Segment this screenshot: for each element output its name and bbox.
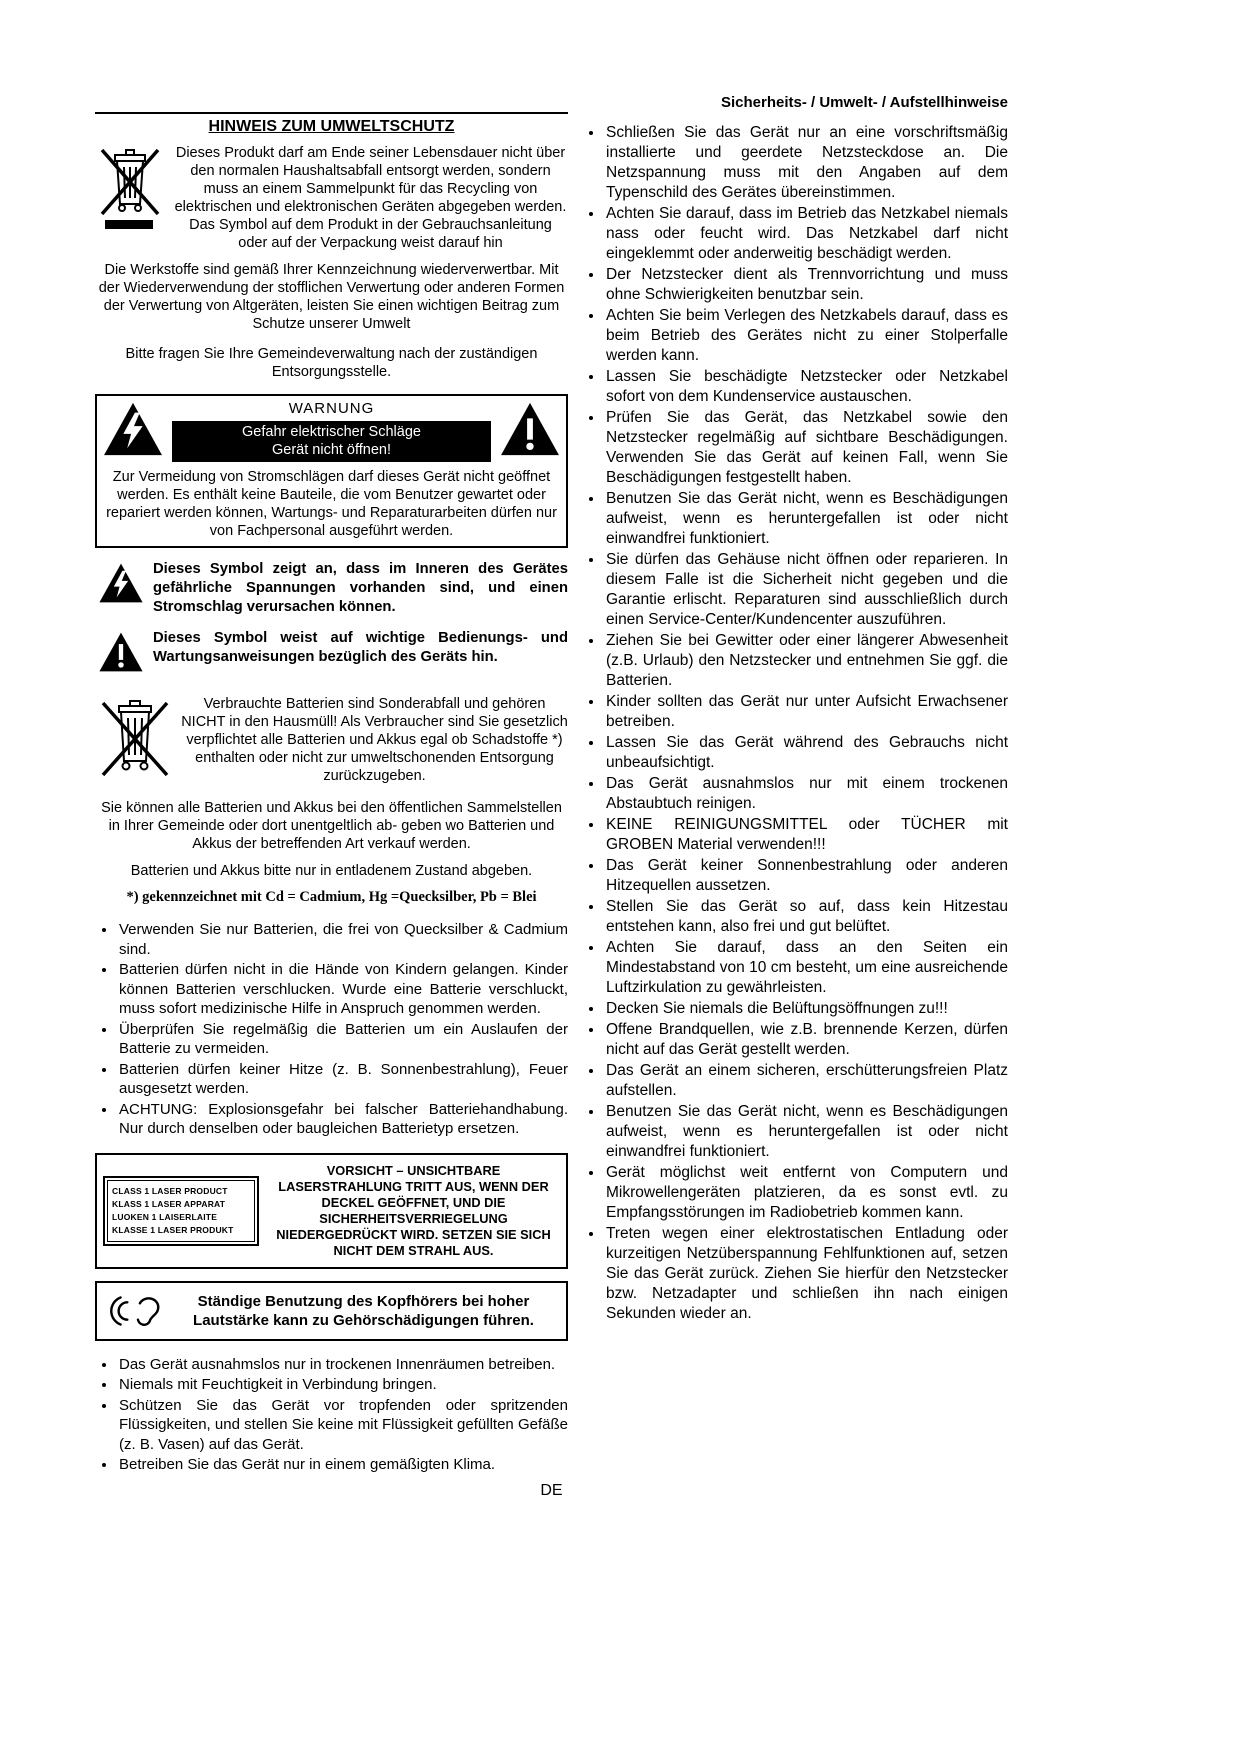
env-paragraph-1: Dieses Produkt darf am Ende seiner Lebensdauer nicht über den normalen Haushaltsabfall entsorgt werden, sondern muss an einem Sammelpunkt für das Recycling von elektrischen und elektronischen Geräten abgegeben werden. Das Symbol auf dem Produkt in der Gebrauchsanleitung oder auf der Verpackung weist darauf hin (174, 145, 567, 251)
weee-bin-icon (95, 144, 167, 243)
laser-class-label-text: CLASS 1 LASER PRODUCT KLASS 1 LASER APPARAT LUOKEN 1 LAISERLAITE KLASSE 1 LASER PRODUKT (107, 1180, 255, 1242)
list-item: • Stellen Sie das Gerät so auf, dass kein Hitzestau entstehen kann, also frei und gut belüftet. (604, 897, 1008, 937)
env-section-header (95, 112, 568, 138)
symbol-note-maintenance (95, 629, 568, 673)
ear-icon (105, 1288, 169, 1334)
safety-instructions-list (582, 123, 1008, 1324)
list-item: • Lassen Sie beschädigte Netzstecker oder Netzkabel sofort von dem Kundenservice austauschen. (604, 367, 1008, 407)
warning-bar (172, 421, 491, 462)
headphone-warning-box (95, 1281, 568, 1341)
exclamation-triangle-icon (499, 401, 561, 462)
warning-center (172, 400, 491, 462)
headphone-warning-text: Ständige Benutzung des Kopfhörers bei hoher Lautstärke kann zu Gehörschädigungen führen. (193, 1292, 534, 1329)
list-item: • Prüfen Sie das Gerät, das Netzkabel sowie den Netzstecker regelmäßig auf sichtbare Beschädigungen. Verwenden Sie das Gerät auf keinen Fall, wenn Sie Beschädigungen festgestellt haben. (604, 408, 1008, 488)
list-item: • Batterien dürfen nicht in die Hände von Kindern gelangen. Kinder können Batterien verschlucken. Wurde eine Batterie verschluckt, muss sofort medizinische Hilfe in Anspruch genommen werden. (117, 960, 568, 1019)
list-item: • Offene Brandquellen, wie z.B. brennende Kerzen, dürfen nicht auf das Gerät gestellt werden. (604, 1020, 1008, 1060)
list-item: • Niemals mit Feuchtigkeit in Verbindung bringen. (117, 1375, 568, 1395)
list-item: • Achten Sie darauf, dass im Betrieb das Netzkabel niemals nass oder feucht wird. Das Netzkabel darf nicht eingeklemmt oder anderweitig beschädigt werden. (604, 204, 1008, 264)
list-item: • Betreiben Sie das Gerät nur in einem gemäßigten Klima. (117, 1455, 568, 1475)
list-item: • Decken Sie niemals die Belüftungsöffnungen zu!!! (604, 999, 1008, 1019)
laser-caution-text: VORSICHT – UNSICHTBARE LASERSTRAHLUNG TRITT AUS, WENN DER DECKEL GEÖFFNET, UND DIE SICHERHEITSVERRIEGELUNG NIEDERGEDRÜCKT WIRD. SETZEN SIE SICH NICHT DEM STRAHL AUS. (276, 1162, 551, 1258)
placement-safety-list (95, 1355, 568, 1475)
list-item: • Das Gerät an einem sicheren, erschütterungsfreien Platz aufstellen. (604, 1061, 1008, 1101)
list-item: • Achten Sie beim Verlegen des Netzkabels darauf, dass es beim Betrieb des Gerätes nicht zu einer Stolperfalle werden kann. (604, 306, 1008, 366)
warning-header-row (102, 400, 561, 462)
list-item: • Benutzen Sie das Gerät nicht, wenn es Beschädigungen aufweist, wenn es heruntergefallen ist oder nicht einwandfrei funktioniert. (604, 489, 1008, 549)
battery-safety-list (95, 920, 568, 1139)
env-title: HINWEIS ZUM UMWELTSCHUTZ (208, 118, 455, 135)
list-item: • Schließen Sie das Gerät nur an eine vorschriftsmäßig installierte und geerdete Netzsteckdose an. Die Netzspannung muss mit den Angaben auf dem Typenschild des Gerätes übereinstimmen. (604, 123, 1008, 203)
left-column (95, 112, 568, 1476)
warning-line-1: Gefahr elektrischer Schläge (242, 424, 421, 440)
battery-paragraph-1: Verbrauchte Batterien sind Sonderabfall und gehören NICHT in den Hausmüll! Als Verbraucher sind Sie gesetzlich verpflichtet alle Batterien und Akkus egal ob Schadstoffe *) enthalten oder nicht zur umweltschonenden Entsorgung zurückzugeben. (181, 696, 568, 784)
env-paragraph-2: Die Werkstoffe sind gemäß Ihrer Kennzeichnung wiederverwertbar. Mit der Wiederverwendung der stofflichen Verwertung oder anderen Formen der Verwertung von Altgeräten, leisten Sie einen wichtigen Beitrag zum Schutze unserer Umwelt (98, 262, 565, 332)
list-item: • Benutzen Sie das Gerät nicht, wenn es Beschädigungen aufweist, wenn es heruntergefallen ist oder nicht einwandfrei funktioniert. (604, 1102, 1008, 1162)
battery-disposal-note (95, 695, 568, 790)
list-item: • Schützen Sie das Gerät vor tropfenden oder spritzenden Flüssigkeiten, und stellen Sie keine mit Flüssigkeit gefüllten Gefäße (z. B. Vasen) auf das Gerät. (117, 1396, 568, 1455)
warning-body: Zur Vermeidung von Stromschlägen darf dieses Gerät nicht geöffnet werden. Es enthält keine Bauteile, die vom Benutzer gewartet oder repariert werden können, Wartungs- und Reparaturarbeiten dürfen nur von Fachpersonal ausgeführt werden. (106, 469, 557, 539)
list-item: • ACHTUNG: Explosionsgefahr bei falscher Batteriehandhabung. Nur durch denselben oder baugleichen Batterietyp ersetzen. (117, 1100, 568, 1139)
laser-class-label (103, 1176, 259, 1246)
symbol-note-voltage (95, 560, 568, 617)
battery-paragraph-2: Sie können alle Batterien und Akkus bei den öffentlichen Sammelstellen in Ihrer Gemeinde oder dort unentgeltlich ab- geben wo Batterien und Akkus der betreffenden Art verkauf werden. (101, 800, 562, 852)
battery-bin-icon (95, 695, 175, 788)
list-item: • Der Netzstecker dient als Trennvorrichtung und muss ohne Schwierigkeiten benutzbar sein. (604, 265, 1008, 305)
list-item: • Verwenden Sie nur Batterien, die frei von Quecksilber & Cadmium sind. (117, 920, 568, 959)
list-item: • Überprüfen Sie regelmäßig die Batterien um ein Auslaufen der Batterie zu vermeiden. (117, 1020, 568, 1059)
list-item: • Achten Sie darauf, dass an den Seiten ein Mindestabstand von 10 cm besteht, um eine ausreichende Luftzirkulation zu gewährleisten. (604, 938, 1008, 998)
list-item: • Treten wegen einer elektrostatischen Entladung oder kurzeitigen Netzüberspannung Fehlfunktionen auf, setzen Sie das Gerät zurück. Ziehen Sie hierfür den Netzstecker bzw. Netzadapter und schließen ihn nach einigen Sekunden wieder an. (604, 1224, 1008, 1324)
battery-paragraph-3: Batterien und Akkus bitte nur in entladenem Zustand abgeben. (130, 863, 533, 879)
lightning-triangle-small-icon (95, 560, 147, 604)
list-item: • Kinder sollten das Gerät nur unter Aufsicht Erwachsener betreiben. (604, 692, 1008, 732)
weee-disposal-note (95, 144, 568, 252)
list-item: • Das Gerät ausnahmslos nur in trockenen Innenräumen betreiben. (117, 1355, 568, 1375)
language-code: DE (540, 1482, 563, 1499)
battery-marking-note: *) gekennzeichnet mit Cd = Cadmium, Hg =Quecksilber, Pb = Blei (126, 889, 537, 905)
warning-title: WARNUNG (288, 400, 375, 417)
symbol-note-maintenance-text: Dieses Symbol weist auf wichtige Bedienungs- und Wartungsanweisungen bezüglich des Geräts hin. (153, 630, 568, 665)
list-item: • Das Gerät ausnahmslos nur mit einem trockenen Abstaubtuch reinigen. (604, 774, 1008, 814)
list-item: • Batterien dürfen keiner Hitze (z. B. Sonnenbestrahlung), Feuer ausgesetzt werden. (117, 1060, 568, 1099)
list-item: • Sie dürfen das Gehäuse nicht öffnen oder reparieren. In diesem Falle ist die Sicherheit nicht gegeben und die Garantie erlischt. Reparaturen sind ausschließlich durch einen Service-Center/Kundencenter auszuführen. (604, 550, 1008, 630)
exclamation-triangle-small-icon (95, 629, 147, 673)
list-item: • KEINE REINIGUNGSMITTEL oder TÜCHER mit GROBEN Material verwenden!!! (604, 815, 1008, 855)
list-item: • Ziehen Sie bei Gewitter oder einer längerer Abwesenheit (z.B. Urlaub) den Netzstecker und entnehmen Sie ggf. die Batterien. (604, 631, 1008, 691)
laser-warning-box (95, 1153, 568, 1269)
symbol-note-voltage-text: Dieses Symbol zeigt an, dass im Inneren des Gerätes gefährliche Spannungen vorhanden sind, und einen Stromschlag verursachen können. (153, 561, 568, 615)
list-item: • Gerät möglichst weit entfernt von Computern und Mikrowellengeräten platzieren, da es sonst evtl. zu Empfangsstörungen im Radiobetrieb kommen kann. (604, 1163, 1008, 1223)
lightning-triangle-icon (102, 401, 164, 462)
warning-line-2: Gerät nicht öffnen! (271, 442, 392, 458)
page-title: Sicherheits- / Umwelt- / Aufstellhinweise (720, 94, 1008, 111)
right-column (582, 93, 1008, 1325)
warning-box (95, 394, 568, 548)
list-item: • Das Gerät keiner Sonnenbestrahlung oder anderen Hitzequellen aussetzen. (604, 856, 1008, 896)
env-paragraph-3: Bitte fragen Sie Ihre Gemeindeverwaltung nach der zuständigen Entsorgungsstelle. (125, 346, 538, 380)
list-item: • Lassen Sie das Gerät während des Gebrauchs nicht unbeaufsichtigt. (604, 733, 1008, 773)
